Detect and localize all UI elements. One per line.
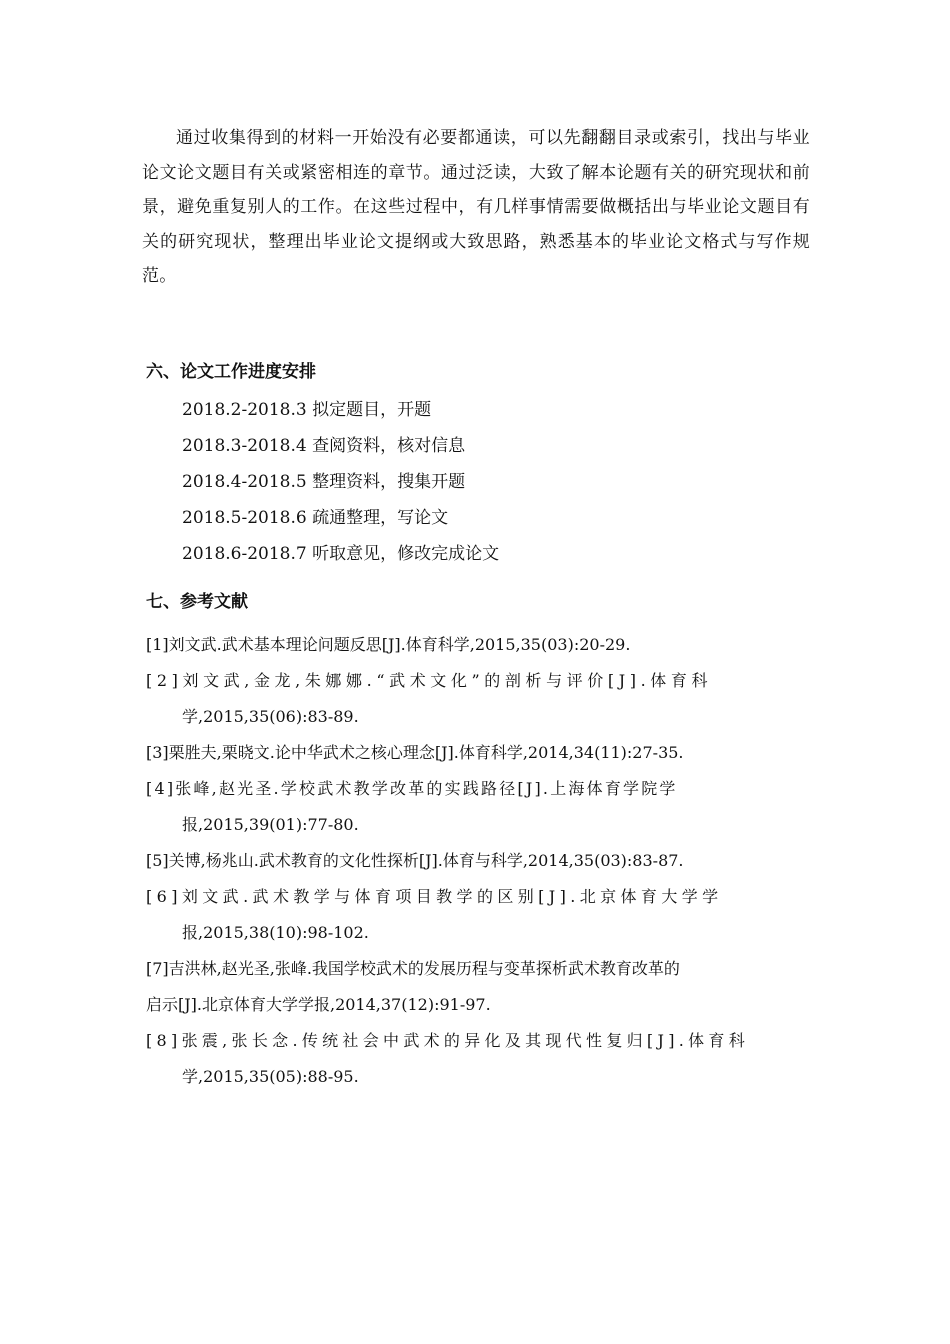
reference-continuation: 启示[J].北京体育大学学报,2014,37(12):91-97. <box>146 995 491 1014</box>
reference-list <box>146 627 808 1095</box>
reference-item <box>146 663 808 735</box>
reference-continuation: 报,2015,39(01):77-80. <box>182 815 359 834</box>
reference-item <box>146 879 808 951</box>
reference-text: [6]刘文武.武术教学与体育项目教学的区别[J].北京体育大学学 <box>146 887 723 906</box>
intro-paragraph: 通过收集得到的材料一开始没有必要都通读，可以先翻翻目录或索引，找出与毕业论文论文题目有关或紧密相连的章节。通过泛读，大致了解本论题有关的研究现状和前景，避免重复别人的工作。在这些过程中，有几样事情需要做概括出与毕业论文题目有关的研究现状，整理出毕业论文提纲或大致思路，熟悉基本的毕业论文格式与写作规范。 <box>142 128 810 286</box>
schedule-list <box>182 399 499 579</box>
reference-text: [8]张震,张长念.传统社会中武术的异化及其现代性复归[J].体育科 <box>146 1031 750 1050</box>
reference-item <box>146 843 808 879</box>
reference-continuation: 报,2015,38(10):98-102. <box>182 923 369 942</box>
reference-item <box>146 735 808 771</box>
reference-item <box>146 771 808 843</box>
reference-text: [2]刘文武,金龙,朱娜娜.“武术文化”的剖析与评价[J].体育科 <box>146 671 713 690</box>
reference-text: [1]刘文武.武术基本理论问题反思[J].体育科学,2015,35(03):20-29. <box>146 635 631 654</box>
reference-text: [5]关博,杨兆山.武术教育的文化性探析[J].体育与科学,2014,35(03):83-87. <box>146 851 684 870</box>
reference-text: [7]吉洪林,赵光圣,张峰.我国学校武术的发展历程与变革探析武术教育改革的 <box>146 959 680 978</box>
reference-continuation: 学,2015,35(05):88-95. <box>182 1067 359 1086</box>
schedule-item: 2018.2-2018.3 拟定题目，开题 <box>182 400 432 420</box>
schedule-item: 2018.6-2018.7 听取意见，修改完成论文 <box>182 544 500 564</box>
schedule-item: 2018.3-2018.4 查阅资料，核对信息 <box>182 436 466 456</box>
schedule-item: 2018.4-2018.5 整理资料，搜集开题 <box>182 472 466 492</box>
reference-text: [4]张峰,赵光圣.学校武术教学改革的实践路径[J].上海体育学院学 <box>146 779 678 798</box>
reference-text: [3]栗胜夫,栗晓文.论中华武术之核心理念[J].体育科学,2014,34(11):27-35. <box>146 743 684 762</box>
section-7-heading: 七、参考文献 <box>146 592 248 612</box>
reference-item <box>146 951 808 1023</box>
reference-continuation: 学,2015,35(06):83-89. <box>182 707 359 726</box>
schedule-item: 2018.5-2018.6 疏通整理，写论文 <box>182 508 449 528</box>
reference-item <box>146 1023 808 1095</box>
reference-item <box>146 627 808 663</box>
section-6-heading: 六、论文工作进度安排 <box>146 362 316 382</box>
